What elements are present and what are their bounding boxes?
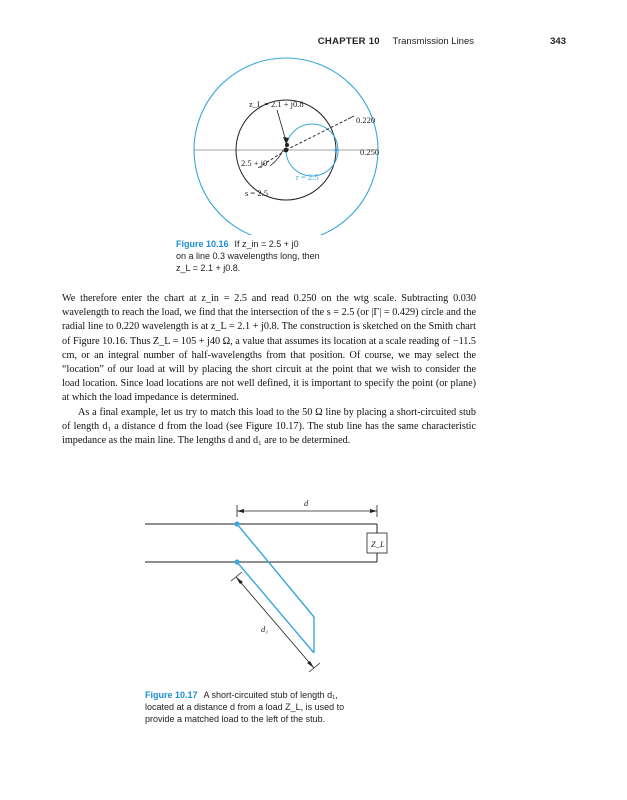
dim-d1-arrow-end xyxy=(307,661,314,668)
caption-text: If z_in = 2.5 + j0 xyxy=(234,239,299,249)
stub-junction-bottom xyxy=(234,559,239,564)
stub-conductor-2 xyxy=(237,562,314,653)
caption-17-label: Figure 10.17 xyxy=(145,690,198,700)
paragraph-1: We therefore enter the chart at z_in = 2.5 and read 0.250 on the wtg scale. Subtracting 0.030 wavelength to reach the load, we find that the intersection of the s = 2.5 (or |Γ| = 0.429) circle and the radial line to 0.220 wavelength is at z_L = 2.1 + j0.8. The construction is sketched on the Smith chart of Figure 10.16. Thus Z_L = 105 + j40 Ω, a value that assumes its location at a scale reading of −11.5 cm, or an integral number of half-wavelengths from that position. Of course, we may select the “location” of our load at will by placing the short circuit at the point that we wish to consider the load location. Since load locations are not well defined, it is important to specify the point (or plane) at which the load impedance is determined. xyxy=(62,293,477,404)
dim-line-d1 xyxy=(236,577,314,668)
chapter-title: Transmission Lines xyxy=(392,36,474,47)
dim-arrow-right xyxy=(370,509,377,513)
paragraph-2: As a final example, let us try to match this load to the 50 Ω line by placing a short-circuited stub of length d₁ a distance d from the load (see Figure 10.17). The stub line has the same characteristic impedance as the main line. The lengths d and d₁ are to be determined. xyxy=(62,406,476,447)
caption-17-line-2: located at a distance d from a load Z_L, is used to xyxy=(145,702,345,712)
label-0250: 0.250 xyxy=(360,147,380,157)
label-d1: d₁ xyxy=(261,624,269,634)
caption-line-2: on a line 0.3 wavelengths long, then xyxy=(176,251,320,261)
caption-line-3: z_L = 2.1 + j0.8. xyxy=(176,263,241,273)
figure-10-17-caption xyxy=(145,689,445,725)
stub-conductor-1 xyxy=(237,524,314,617)
dim-arrow-left xyxy=(237,509,244,513)
dim-d1-tick-start xyxy=(231,572,242,581)
dim-d1-arrow-start xyxy=(236,577,243,584)
label-0220: 0.220 xyxy=(356,115,376,125)
stub-junction-top xyxy=(234,521,239,526)
page-number: 343 xyxy=(550,36,566,47)
label-zl-load: Z_L xyxy=(371,539,385,549)
label-zin: 2.5 + j0 xyxy=(241,158,268,168)
chapter-label: CHAPTER 10 xyxy=(317,36,380,47)
caption-label: Figure 10.16 xyxy=(176,239,229,249)
label-d: d xyxy=(304,498,309,508)
label-zl: z_L = 2.1 + j0.8 xyxy=(249,99,304,109)
caption-17-line-3: provide a matched load to the left of the stub. xyxy=(145,714,326,724)
caption-17-line-1 xyxy=(145,689,445,701)
label-s: s = 2.5 xyxy=(245,188,268,198)
label-r: r = 2.5 xyxy=(296,172,319,182)
caption-17-text: A short-circuited stub of length d₁, xyxy=(203,690,338,700)
